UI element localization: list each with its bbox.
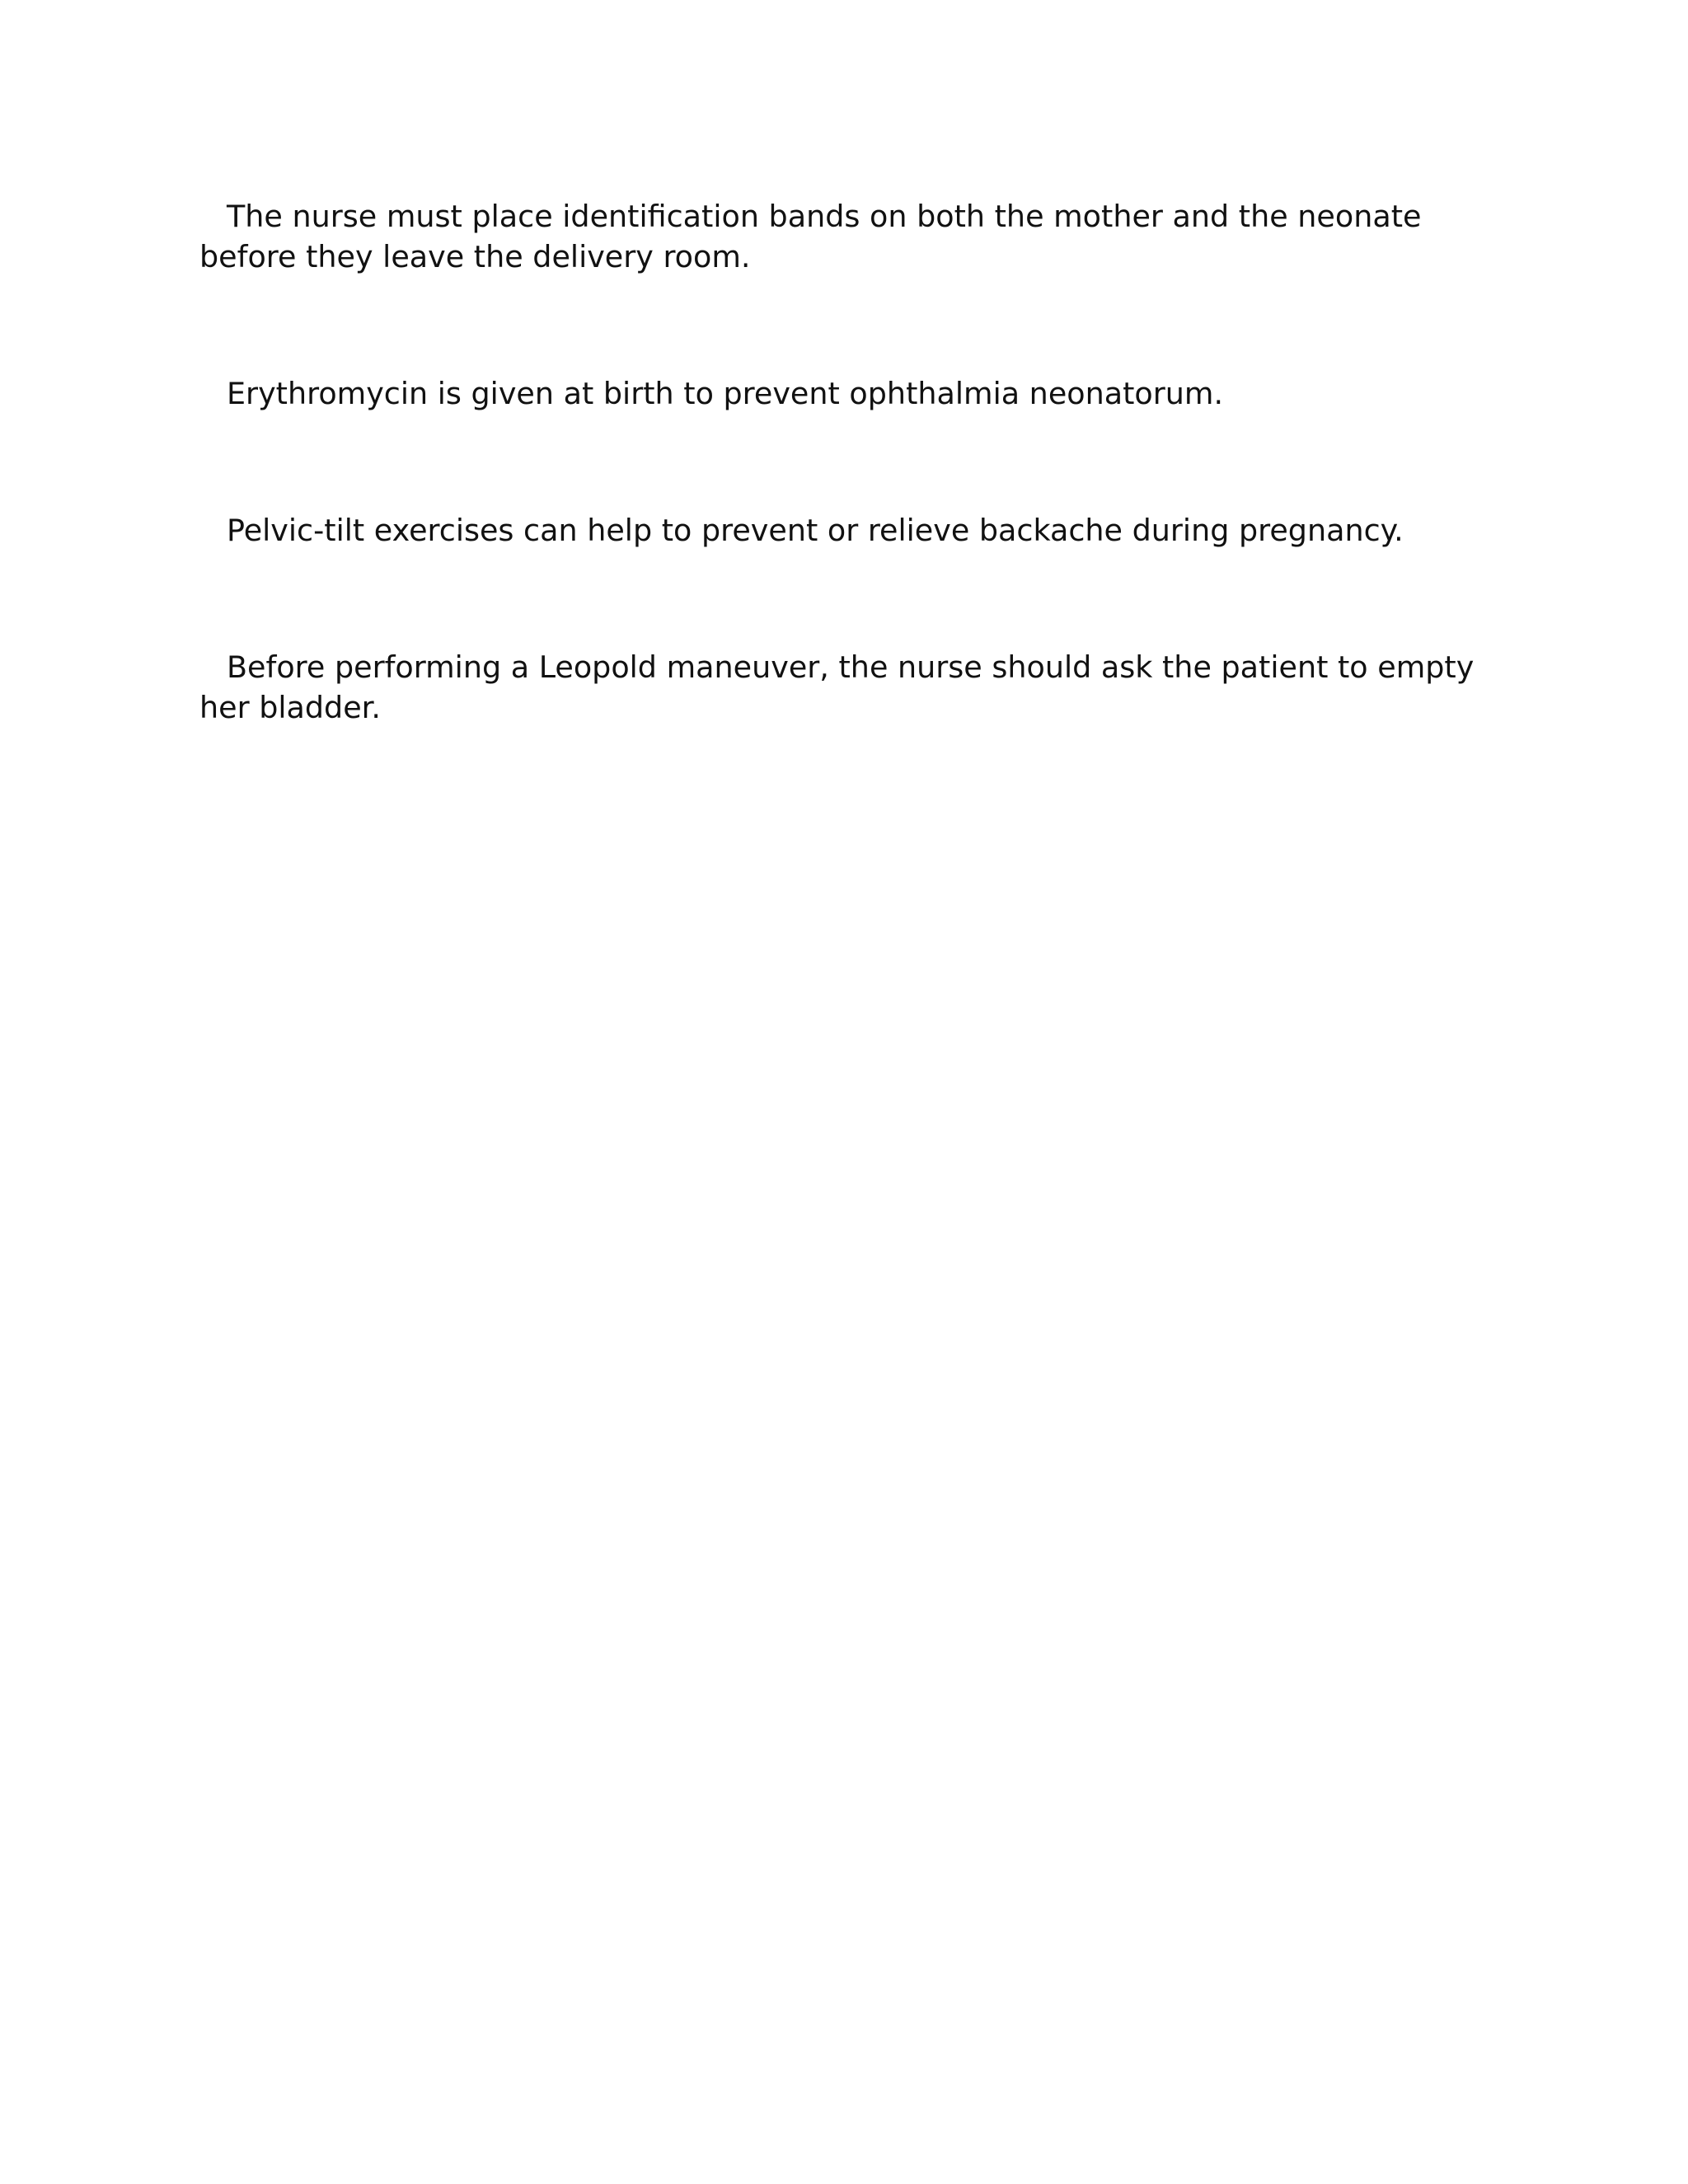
document-body <box>199 196 1502 728</box>
paragraph-erythromycin: Erythromycin is given at birth to prevent ophthalmia neonatorum. <box>227 376 1224 411</box>
paragraph-pelvic-tilt: Pelvic-tilt exercises can help to prevent or relieve backache during pregnancy. <box>227 513 1404 548</box>
paragraph-identification-bands: The nurse must place identification bands on both the mother and the neonate before they leave the delivery room. <box>199 199 1422 274</box>
paragraph-leopold-maneuver: Before performing a Leopold maneuver, the nurse should ask the patient to empty her bladder. <box>199 649 1475 725</box>
